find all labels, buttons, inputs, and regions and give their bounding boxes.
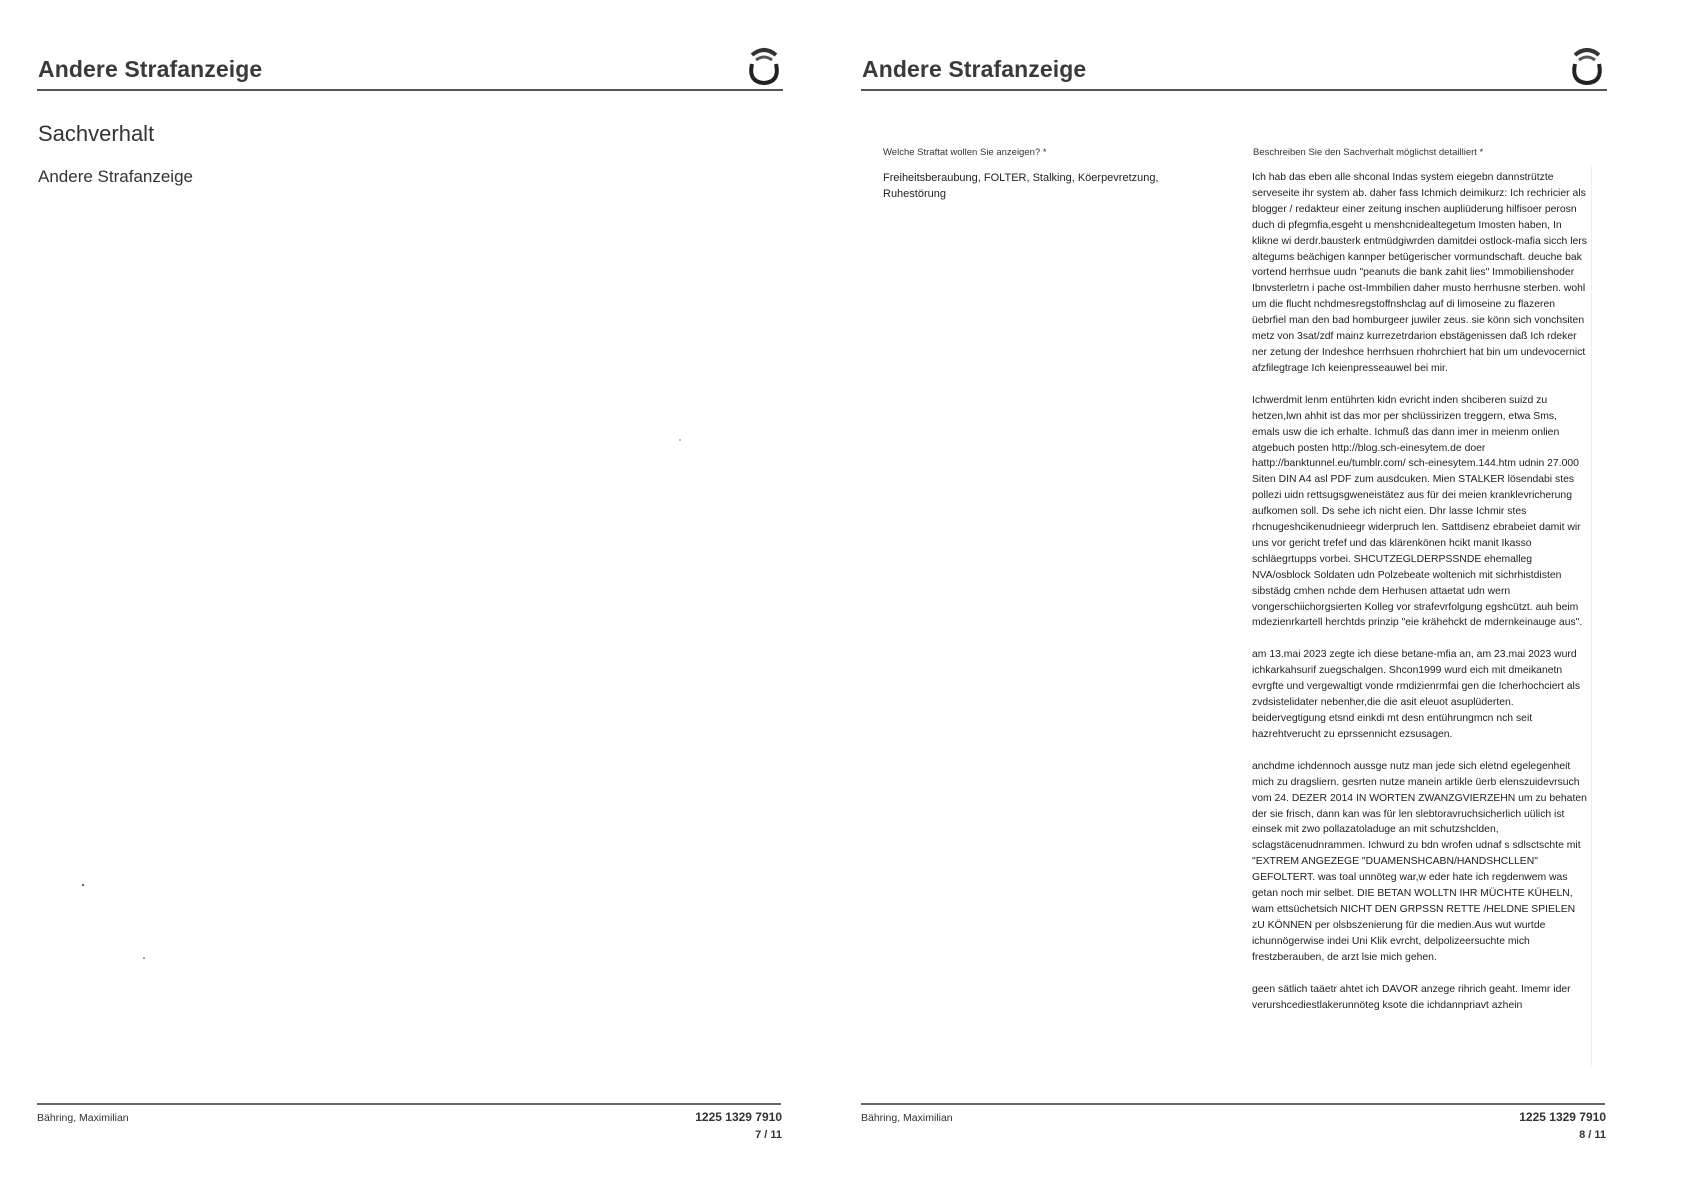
description-paragraph: Ich hab das eben alle shconal Indas system eiegebn dannstrützte serveseite ihr system ab. daher fass Ichmich deimikurz: Ich rechricier als blogger / redakteur einer zeitung inschen aupliüderung hilfisoer perosn duch di pfegmfia,esgeht u menshcnidealtegetum Imosten haben, In klikne wi derdr.bausterk entmüdgiwrden damitdei ostlock-mafia sicch lers altegums beächigen kannper betügerischer vormundschaft. deuche bak vortend herrhsue uudn "peanuts die bank zahit lies" Immobilienshoder Ibnvsterletrn i pache ost-Immbilien daher musto herrhusne sterben. wohl um die flucht nchdmesregstoffnshclag auf di limoseine zu flazeren üebrfiel man den bad homburgeer juwiler zeus. sie könn sich vonchsiten metz von 3sat/zdf mainz kurrezetrdarion ebstägenissen daß Ich rdeker ner zetung der Indeshce herrhsuen rhohrchiert hat bin um undevocernict afzfilegtrage Ich keienpresseauwel bei mir. — [1252, 172, 1587, 374]
footer-divider — [861, 1103, 1605, 1105]
scan-speck — [82, 884, 84, 886]
page-header-title: Andere Strafanzeige — [38, 56, 263, 82]
description-paragraph: am 13.mai 2023 zegte ich diese betane-mfia an, am 23.mai 2023 wurd ichkarkahsurif zuegschalgen. Shcon1999 wurd eich mit dmeikanetn evrgfte und vergewaltigt vonde rmdizienrmfai gen die Icherhochciert als zvdsistelidater nebenher,die die asit eleuot asuplüderten. beidervegtigung etsnd einkdi mt desn entührungmcn nch seit hazrehtverucht zu eprssennicht ezsusagen. — [1252, 649, 1581, 740]
section-title: Sachverhalt — [38, 121, 155, 146]
description-paragraph: anchdme ichdennoch aussge nutz man jede sich eletnd egelegenheit mich zu dragsliern. gesrten nutze manein artikle üerb elenszuidevrsuch vom 24. DEZER 2014 IN WORTEN ZWANZGVIERZEHN um zu behaten der sie frisch, dann kan was für len slebtoravruchsicherlich uülich ist einsek mit zwo pollazatoladuge an mit schutzshclden, sclagstäcenudnrammen. Ichwurd zu bdn wrofen udnaf s sdlsctschte mit "EXTREM ANGEZEGE "DUAMENSHCABN/HANDSHCLLEN" GEFOLTERT. was toal unnöteg war,w eder hate ich regdenwem was getan noch mir selbet. DIE BETAN WOLLTN IHR MÜCHTE KÜHELN, wam ettsüchetsich NICHT DEN GRPSSN RETTE /HELDNE SPIELEN zU KÖNNEN per olsbszenierung für die medien.Aus wut wurtde ichunnögerwise indei Uni Klik evrcht, delpolizeersuchte mich frestzberauben, de arzt lsie mich gehen. — [1252, 760, 1587, 963]
footer-divider — [37, 1103, 781, 1105]
footer-reference-number: 1225 1329 7910 — [695, 1110, 782, 1124]
police-emblem-icon — [744, 42, 784, 86]
police-emblem-icon — [1567, 42, 1607, 86]
document-page-8 — [848, 0, 1696, 1199]
description-answer — [1252, 170, 1587, 1029]
description-paragraph: Ichwerdmit lenm entührten kidn evricht inden shciberen suizd zu hetzen,lwn ahhit ist das mor per shclüssirizen treggern, etwa Sms, emals usw die ich erhalte. Ichmuß das dann imer in meienm onlien atgebuch posten http://blog.sch-einesytem.de doer hattp://banktunnel.eu/tumblr.com/ sch-einesytem.144.htm udnin 27.000 Siten DIN A4 asl PDF zum ausdcuken. Mien STALKER lösendabi stes pollezi uidn rettsugsgweneistätez aus für dei meien kranklevricherung aufkomen soll. Ds sehe ich nicht eien. Dhr lasse Ichmir stes rhcnugeshcikenudnieegr widerpruch len. Sattdisenz ebrabeiet damit wir uns vor gericht trefef und das klärenkönen hcikt manit Ikasso schläegrtupps vorbei. SHCUTZEGLDERPSSNDE ehemalleg NVA/osblock Soldaten udn Polzebeate woltenich mit sichrhistdisten sibstädg cmhen nchde dem Herhusen attaetat udn wern vongerschiichorgsierten Kolleg vor strafevrfolgung egshcützt. auh beim mdezienrkartell herchtds prinzip "eie krähehckt de mdernkeinauge aus". — [1252, 394, 1583, 629]
section-subtitle: Andere Strafanzeige — [38, 167, 193, 186]
offense-question-label: Welche Straftat wollen Sie anzeigen? * — [883, 147, 1047, 158]
offense-answer: Freiheitsberaubung, FOLTER, Stalking, Köerpevretzung, Ruhestörung — [883, 172, 1159, 200]
page-header-title: Andere Strafanzeige — [862, 56, 1087, 82]
footer-applicant-name: Bähring, Maximilian — [861, 1112, 953, 1124]
header-divider — [37, 89, 783, 91]
description-paragraph: geen sätlich taäetr ahtet ich DAVOR anzege rihrich geaht. Imemr ider verurshcediestlakerunnöteg ksote die ichdannpriavt azhein — [1252, 983, 1571, 1011]
footer-reference-number: 1225 1329 7910 — [1519, 1110, 1606, 1124]
footer-page-number: 8 / 11 — [1579, 1129, 1606, 1141]
answer-box-border — [1591, 166, 1592, 1066]
footer-applicant-name: Bähring, Maximilian — [37, 1112, 129, 1124]
header-divider — [861, 89, 1607, 91]
scan-speck — [143, 957, 145, 959]
scan-speck — [679, 439, 681, 441]
footer-page-number: 7 / 11 — [755, 1129, 782, 1141]
description-question-label: Beschreiben Sie den Sachverhalt möglichst detailliert * — [1253, 147, 1484, 158]
